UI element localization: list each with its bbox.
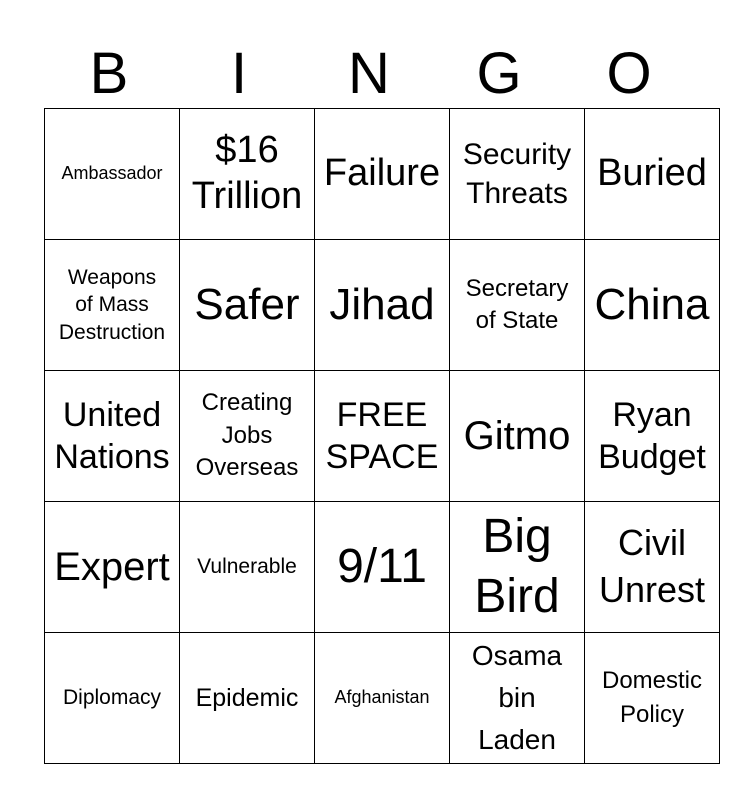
card-row (45, 109, 720, 240)
card-cell[interactable]: Afghanistan (315, 633, 450, 764)
header-letter-b: B (89, 41, 129, 106)
card-row (45, 633, 720, 764)
card-cell[interactable]: $16 Trillion (180, 109, 315, 240)
card-row (45, 371, 720, 502)
header-letter-g: G (476, 41, 522, 106)
card-cell[interactable]: Civil Unrest (585, 502, 720, 633)
card-cell[interactable]: Creating Jobs Overseas (180, 371, 315, 502)
card-cell[interactable]: China (585, 240, 720, 371)
card-cell[interactable]: Diplomacy (45, 633, 180, 764)
card-cell[interactable]: Big Bird (450, 502, 585, 633)
header-letter-n: N (348, 41, 390, 106)
card-row (45, 502, 720, 633)
card-cell[interactable]: Osama bin Laden (450, 633, 585, 764)
card-cell[interactable]: Expert (45, 502, 180, 633)
card-cell[interactable]: Domestic Policy (585, 633, 720, 764)
card-cell[interactable]: FREE SPACE (315, 371, 450, 502)
card-cell[interactable]: 9/11 (315, 502, 450, 633)
card-cell[interactable]: Vulnerable (180, 502, 315, 633)
header-letter-o: O (606, 41, 652, 106)
bingo-header (44, 41, 694, 106)
header-letter-i: I (230, 41, 248, 106)
bingo-card (44, 108, 720, 764)
card-cell[interactable]: Secretary of State (450, 240, 585, 371)
card-cell[interactable]: Ambassador (45, 109, 180, 240)
card-cell[interactable]: Buried (585, 109, 720, 240)
card-cell[interactable]: Ryan Budget (585, 371, 720, 502)
card-cell[interactable]: United Nations (45, 371, 180, 502)
card-cell[interactable]: Gitmo (450, 371, 585, 502)
card-cell[interactable]: Weapons of Mass Destruction (45, 240, 180, 371)
card-cell[interactable]: Jihad (315, 240, 450, 371)
card-cell[interactable]: Epidemic (180, 633, 315, 764)
card-row (45, 240, 720, 371)
card-cell[interactable]: Safer (180, 240, 315, 371)
card-cell[interactable]: Security Threats (450, 109, 585, 240)
card-cell[interactable]: Failure (315, 109, 450, 240)
